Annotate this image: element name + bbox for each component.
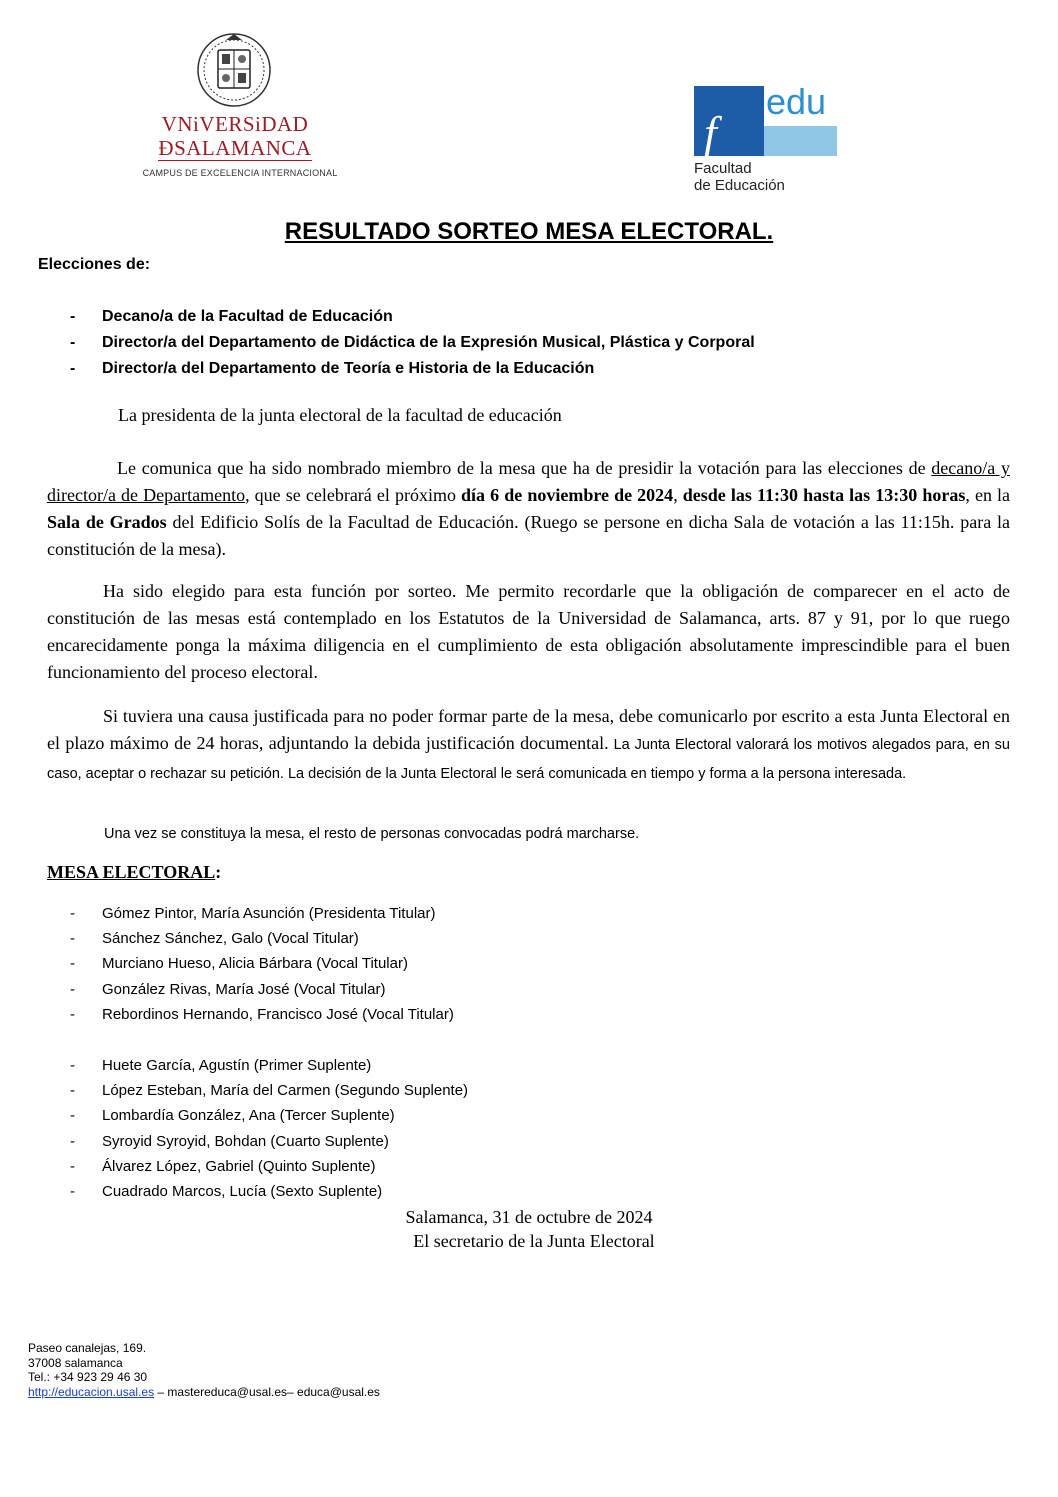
list-item [70, 1179, 468, 1204]
footer-emails: – mastereduca@usal.es– educa@usal.es [154, 1384, 380, 1399]
para2-text: Ha sido elegido para esta función por sorteo. Me permito recordarle que la obligación de comparecer en el acto de constitución de las mesas está contemplado en los Estatutos de la Universidad de Salamanca, arts. 87 y 91, por lo que ruego encarecidamente ponga la máxima diligencia en el cumplimiento de esta obligación absolutamente imprescindible para el buen funcionamiento del proceso electoral. [47, 581, 1010, 682]
list-item [70, 977, 454, 1002]
list-dash: - [70, 1107, 75, 1125]
para1-text3: , [673, 485, 683, 505]
list-dash: - [70, 905, 75, 922]
elections-list [70, 304, 755, 382]
titulares-list [70, 901, 454, 1027]
list-item [70, 1053, 468, 1078]
list-dash: - [70, 930, 75, 948]
list-dash: - [70, 1082, 75, 1100]
place-date: Salamanca, 31 de octubre de 2024 [405, 1207, 653, 1227]
election-item: Decano/a de la Facultad de Educación [102, 308, 393, 325]
list-dash: - [70, 1005, 75, 1023]
member-name: Lombardía González, Ana (Tercer Suplente) [102, 1107, 395, 1125]
member-name: González Rivas, María José (Vocal Titular) [102, 980, 386, 998]
member-name: Syroyid Syroyid, Bohdan (Cuarto Suplente) [102, 1132, 389, 1150]
university-name [150, 112, 320, 160]
list-dash: - [70, 980, 75, 998]
list-item [70, 1002, 454, 1027]
para1-text5: del Edificio Solís de la Facultad de Educación. (Ruego se persone en dicha Sala de votación a las 11:15h. para la constitución de la mesa). [47, 512, 1010, 559]
para1-text4: , en la [965, 485, 1011, 505]
list-item [70, 1078, 468, 1103]
elections-label: Elecciones de: [38, 256, 151, 273]
para1-date: día 6 de noviembre de 2024 [461, 485, 674, 505]
intro-line: La presidenta de la junta electoral de la facultad de educación [118, 405, 562, 425]
university-campus-tagline: CAMPUS DE EXCELENCIA INTERNACIONAL [142, 168, 338, 178]
para1-text2: , que se celebrará el próximo [245, 485, 462, 505]
list-item [70, 926, 454, 951]
member-name: Cuadrado Marcos, Lucía (Sexto Suplente) [102, 1183, 383, 1201]
list-item [70, 901, 454, 926]
university-name-line1: VNiVERSiDAD [161, 112, 309, 136]
list-dash: - [70, 308, 76, 325]
member-name: Huete García, Agustín (Primer Suplente) [102, 1057, 372, 1074]
list-item [70, 304, 755, 330]
member-name: Murciano Hueso, Alicia Bárbara (Vocal Titular) [102, 955, 408, 973]
list-item [70, 1154, 468, 1179]
para3-sans-text: La Junta Electoral valorará los motivos alegados para, en su caso, aceptar o rechazar su petición. La decisión de la Junta Electoral le será comunicada en tiempo y forma a la persona interesada. [47, 737, 1010, 782]
para3-serif-text: Si tuviera una causa justificada para no poder formar parte de la mesa, debe comunicarlo por escrito a esta Junta Electoral en el plazo máximo de 24 horas, adjuntando la debida justificación documental. [47, 706, 1010, 753]
footer-website-link[interactable]: http://educacion.usal.es [28, 1384, 155, 1399]
faculty-logo-light-block [764, 126, 837, 156]
mesa-electoral-heading [47, 862, 221, 883]
mesa-heading-text: MESA ELECTORAL [47, 862, 216, 882]
member-name: Rebordinos Hernando, Francisco José (Vocal Titular) [102, 1005, 454, 1023]
footer-web-email-line [28, 1385, 380, 1400]
list-item [70, 1103, 468, 1128]
paragraph-convocation [47, 455, 1010, 563]
footer-address-line1: Paseo canalejas, 169. [28, 1341, 147, 1355]
paragraph-obligation [47, 578, 1010, 686]
faculty-name-line1: Facultad [694, 160, 752, 177]
list-item [70, 1129, 468, 1154]
election-item: Director/a del Departamento de Teoría e Historia de la Educación [102, 360, 595, 377]
list-dash: - [70, 1132, 75, 1150]
list-item [70, 356, 755, 382]
footer-address-line2: 37008 salamanca [28, 1355, 123, 1370]
para1-text1: Le comunica que ha sido nombrado miembro de la mesa que ha de presidir la votación para las elecciones de [117, 458, 932, 478]
footer-phone: Tel.: +34 923 29 46 30 [28, 1370, 148, 1384]
document-title: RESULTADO SORTEO MESA ELECTORAL. [284, 218, 774, 245]
faculty-name-line2: de Educación [694, 177, 785, 194]
faculty-logo-f-mark: f [704, 107, 717, 158]
footer-contact [28, 1341, 380, 1399]
list-dash: - [70, 955, 75, 973]
faculty-logo-edu-text: edu [766, 81, 827, 122]
list-dash: - [70, 360, 76, 377]
university-crest-icon [196, 30, 272, 112]
list-dash: - [70, 1157, 75, 1175]
faculty-logo-name [694, 160, 785, 194]
university-name-line2: ÐSALAMANCA [158, 136, 312, 160]
list-item [70, 951, 454, 976]
signatory: El secretario de la Junta Electoral [413, 1231, 655, 1251]
list-dash: - [70, 334, 76, 351]
member-name: Álvarez López, Gabriel (Quinto Suplente) [102, 1157, 376, 1175]
list-dash: - [70, 1057, 75, 1074]
election-item: Director/a del Departamento de Didáctica de la Expresión Musical, Plástica y Corporal [102, 334, 755, 351]
suplentes-list [70, 1053, 468, 1204]
university-logo-divider [158, 160, 312, 161]
para1-room: Sala de Grados [47, 512, 167, 532]
para1-underlined: decano/a y director/a de Departamento [47, 458, 1010, 505]
paragraph-dismissal: Una vez se constituya la mesa, el resto de personas convocadas podrá marcharse. [104, 826, 640, 842]
member-name: López Esteban, María del Carmen (Segundo Suplente) [102, 1082, 469, 1100]
university-logo [142, 30, 350, 190]
list-dash: - [70, 1183, 75, 1201]
mesa-heading-colon: : [215, 862, 222, 882]
paragraph-justification [47, 703, 1010, 788]
faculty-logo [694, 81, 844, 204]
member-name: Sánchez Sánchez, Galo (Vocal Titular) [102, 930, 359, 948]
member-name: Gómez Pintor, María Asunción (Presidenta Titular) [102, 905, 436, 922]
para1-hours: desde las 11:30 hasta las 13:30 horas [682, 485, 966, 505]
list-item [70, 330, 755, 356]
